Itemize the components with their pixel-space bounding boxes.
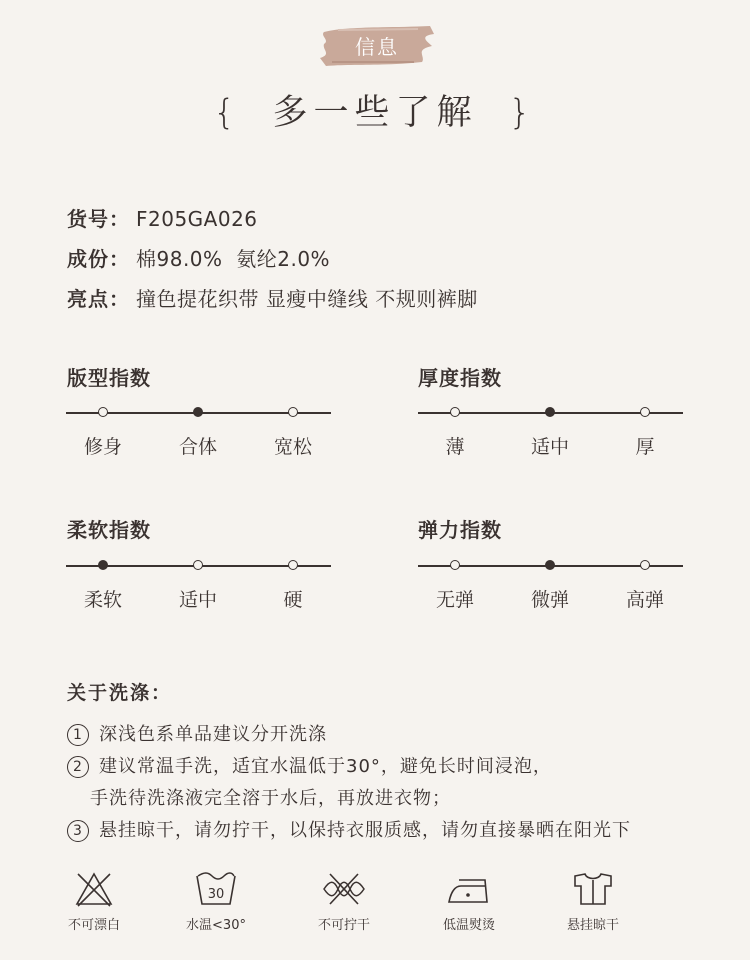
wash-30-icon bbox=[194, 870, 238, 908]
scale-dot bbox=[288, 560, 298, 570]
scale-label: 适中 bbox=[178, 589, 217, 611]
step-number: 2 bbox=[67, 756, 89, 778]
badge-label: 信息 bbox=[355, 35, 399, 59]
brace-left: { bbox=[213, 93, 242, 133]
no-wring-icon bbox=[320, 870, 368, 908]
care-item-hang-dry bbox=[543, 870, 643, 933]
care-label: 不可拧干 bbox=[317, 918, 370, 933]
scale-line-softness bbox=[66, 565, 331, 567]
scale-label: 高弹 bbox=[625, 589, 664, 611]
scale-line-stretch bbox=[418, 565, 683, 567]
care-label: 水温<30° bbox=[186, 918, 246, 933]
care-item-wash-30 bbox=[166, 870, 266, 933]
info-row-highlights bbox=[67, 283, 478, 312]
scale-label: 硬 bbox=[283, 589, 303, 611]
scale-title-softness: 柔软指数 bbox=[67, 518, 151, 542]
scale-label: 微弹 bbox=[530, 589, 569, 611]
washing-line bbox=[67, 720, 327, 746]
care-label: 低温熨烫 bbox=[442, 918, 495, 933]
scale-dot bbox=[545, 407, 555, 417]
scale-title-stretch: 弹力指数 bbox=[418, 518, 502, 542]
scale-dot bbox=[193, 407, 203, 417]
scale-label: 宽松 bbox=[273, 436, 312, 458]
scale-dot bbox=[288, 407, 298, 417]
scale-dot bbox=[450, 407, 460, 417]
washing-text: 悬挂晾干，请勿拧干，以保持衣服质感，请勿直接暴晒在阳光下 bbox=[99, 820, 631, 841]
scale-label: 柔软 bbox=[83, 589, 122, 611]
washing-text: 建议常温手洗，适宜水温低于30°，避免长时间浸泡， bbox=[99, 756, 552, 777]
info-value: F205GA026 bbox=[136, 207, 258, 231]
scale-dot bbox=[193, 560, 203, 570]
info-badge bbox=[318, 22, 436, 68]
washing-line bbox=[90, 784, 451, 810]
care-label: 悬挂晾干 bbox=[566, 918, 619, 933]
care-item-no-wring bbox=[294, 870, 394, 933]
scale-label: 薄 bbox=[445, 436, 465, 458]
info-key: 亮点： bbox=[67, 287, 130, 311]
washing-title: 关于洗涤： bbox=[67, 682, 173, 704]
care-label: 不可漂白 bbox=[67, 918, 120, 933]
scale-label: 修身 bbox=[83, 436, 122, 458]
no-bleach-icon bbox=[74, 870, 114, 908]
info-key: 货号： bbox=[67, 207, 130, 231]
scale-line-thickness bbox=[418, 412, 683, 414]
page-title bbox=[0, 85, 750, 135]
scale-dot bbox=[98, 560, 108, 570]
hang-dry-icon bbox=[571, 870, 615, 908]
scale-line-fit bbox=[66, 412, 331, 414]
brace-right: } bbox=[508, 93, 537, 133]
care-item-no-bleach bbox=[44, 870, 144, 933]
info-value: 撞色提花织带 显瘦中缝线 不规则裤脚 bbox=[136, 287, 478, 311]
wash-temp-number: 30 bbox=[207, 887, 225, 902]
scale-dot bbox=[545, 560, 555, 570]
scale-dot bbox=[450, 560, 460, 570]
scale-title-thickness: 厚度指数 bbox=[418, 366, 502, 390]
title-text: 多一些了解 bbox=[272, 93, 478, 133]
info-row-sku bbox=[67, 203, 258, 232]
info-key: 成份： bbox=[67, 247, 130, 271]
step-number: 1 bbox=[67, 724, 89, 746]
step-number: 3 bbox=[67, 820, 89, 842]
info-row-composition bbox=[67, 243, 330, 272]
washing-line bbox=[67, 816, 631, 842]
info-value: 棉98.0% 氨纶2.0% bbox=[136, 247, 331, 271]
washing-line bbox=[67, 752, 552, 778]
washing-text: 手洗待洗涤液完全溶于水后，再放进衣物； bbox=[90, 788, 451, 809]
scale-dot bbox=[640, 560, 650, 570]
scale-label: 合体 bbox=[178, 436, 217, 458]
care-item-low-iron bbox=[419, 870, 519, 933]
washing-text: 深浅色系单品建议分开洗涤 bbox=[99, 724, 327, 745]
scale-dot bbox=[98, 407, 108, 417]
scale-label: 无弹 bbox=[435, 589, 474, 611]
scale-label: 厚 bbox=[635, 436, 655, 458]
low-iron-icon bbox=[445, 870, 493, 908]
scale-title-fit: 版型指数 bbox=[67, 366, 151, 390]
scale-dot bbox=[640, 407, 650, 417]
scale-label: 适中 bbox=[530, 436, 569, 458]
